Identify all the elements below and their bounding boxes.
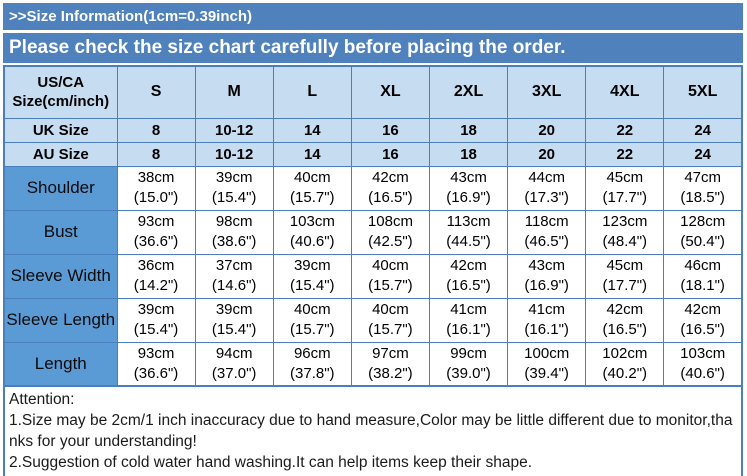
value-cm: 40cm [372,257,409,274]
measurement-value-cell [508,298,586,342]
value-cm: 100cm [524,344,570,362]
value-inch: (38.2") [368,364,413,382]
value-inch: (15.0") [133,189,179,206]
au-size-row-value: 10-12 [195,142,273,166]
measurement-value-cell [508,166,586,210]
size-column-header: M [195,66,273,118]
measurement-value-cell [351,254,429,298]
uk-size-row-value: 18 [430,118,508,142]
corner-header-line1: US/CA [37,74,85,92]
measurement-row-label: Bust [4,210,117,254]
value-cm: 38cm [137,169,175,186]
value-inch: (48.4") [602,233,648,250]
measurement-value-cell [195,342,273,386]
measurement-value-cell [508,254,586,298]
au-size-row-label: AU Size [4,142,117,166]
au-size-row-value: 16 [351,142,429,166]
value-cm: 39cm [215,169,253,186]
value-cm: 113cm [446,213,491,230]
uk-size-row-value: 20 [508,118,586,142]
size-column-header: S [117,66,195,118]
uk-size-row-value: 8 [117,118,195,142]
measurement-value-cell [273,210,351,254]
value-inch: (40.6") [680,364,725,382]
measurement-value-cell [351,166,429,210]
notice-bar: Please check the size chart carefully before placing the order. [3,33,743,63]
value-cm: 40cm [293,301,331,318]
value-inch: (15.4") [290,277,335,294]
value-inch: (16.1") [446,321,491,338]
value-cm: 103cm [680,344,726,362]
measurement-value-cell [430,166,508,210]
value-inch: (15.7") [290,189,335,206]
size-column-header: L [273,66,351,118]
value-cm: 96cm [293,344,331,362]
value-cm: 42cm [450,257,487,274]
measurement-value-cell [430,342,508,386]
uk-size-row-value: 10-12 [195,118,273,142]
size-column-header: 2XL [430,66,508,118]
measurement-row [4,342,742,386]
value-inch: (17.7") [602,277,648,294]
measurement-value-cell [430,254,508,298]
value-cm: 103cm [289,213,335,230]
measurement-value-cell [664,210,742,254]
measurement-row [4,210,742,254]
measurement-value-cell [351,342,429,386]
measurement-value-cell [586,342,664,386]
measurement-value-cell [586,210,664,254]
au-size-row-value: 24 [664,142,742,166]
au-size-row-value: 18 [430,142,508,166]
au-size-row-value: 22 [586,142,664,166]
value-inch: (16.5") [680,321,725,338]
value-cm: 42cm [684,301,722,318]
measurement-value-cell [117,210,195,254]
measurement-value-cell [273,298,351,342]
measurement-value-cell [195,210,273,254]
measurement-value-cell [117,254,195,298]
value-cm: 46cm [684,257,722,274]
value-inch: (17.7") [602,189,648,206]
au-size-row-value: 20 [508,142,586,166]
au-size-row-value: 8 [117,142,195,166]
measurement-value-cell [664,342,742,386]
value-cm: 45cm [606,169,644,186]
au-size-row [4,142,742,166]
value-cm: 41cm [528,301,566,318]
value-inch: (18.5") [680,189,725,206]
value-cm: 40cm [293,169,331,186]
value-cm: 93cm [137,213,175,230]
measurement-row [4,254,742,298]
value-inch: (15.7") [368,321,413,338]
value-cm: 40cm [372,301,409,318]
measurement-value-cell [508,210,586,254]
measurement-row-label: Length [4,342,117,386]
size-column-header: 5XL [664,66,742,118]
value-inch: (15.4") [211,321,257,338]
value-inch: (40.2") [602,364,648,382]
uk-size-row-value: 14 [273,118,351,142]
size-header-row [4,66,742,118]
value-inch: (14.2") [133,277,179,294]
measurement-value-cell [586,166,664,210]
value-inch: (38.6") [211,233,257,250]
measurement-value-cell [351,298,429,342]
value-inch: (15.7") [290,321,335,338]
measurement-value-cell [508,342,586,386]
value-inch: (37.8") [290,364,335,382]
value-inch: (14.6") [211,277,257,294]
measurement-value-cell [195,254,273,298]
value-cm: 43cm [528,257,566,274]
measurement-value-cell [195,166,273,210]
measurement-value-cell [117,166,195,210]
value-inch: (18.1") [680,277,725,294]
value-inch: (46.5") [524,233,569,250]
value-inch: (39.0") [446,364,491,382]
uk-size-row-value: 24 [664,118,742,142]
measurement-row [4,166,742,210]
value-inch: (40.6") [290,233,335,250]
uk-size-row-value: 22 [586,118,664,142]
value-inch: (16.1") [524,321,569,338]
value-cm: 123cm [602,213,648,230]
value-cm: 94cm [215,344,253,362]
value-cm: 44cm [528,169,566,186]
value-cm: 36cm [137,257,175,274]
measurement-value-cell [351,210,429,254]
value-cm: 128cm [680,213,726,230]
value-cm: 118cm [524,213,569,230]
measurement-value-cell [117,298,195,342]
measurement-value-cell [117,342,195,386]
value-inch: (15.4") [133,321,179,338]
value-inch: (15.4") [211,189,257,206]
value-cm: 93cm [137,344,175,362]
value-inch: (17.3") [524,189,569,206]
measurement-value-cell [430,210,508,254]
value-cm: 99cm [450,344,487,362]
uk-size-row-label: UK Size [4,118,117,142]
value-cm: 98cm [215,213,253,230]
size-column-header: 4XL [586,66,664,118]
measurement-value-cell [273,342,351,386]
au-size-row-value: 14 [273,142,351,166]
size-chart-table-body [4,66,742,386]
uk-size-row [4,118,742,142]
uk-size-row-value: 16 [351,118,429,142]
value-cm: 39cm [215,301,253,318]
measurement-value-cell [195,298,273,342]
value-cm: 42cm [372,169,409,186]
value-inch: (16.9") [446,189,491,206]
attention-section [3,387,743,476]
value-inch: (44.5") [446,233,491,250]
corner-header-cell [4,66,117,118]
size-column-header: 3XL [508,66,586,118]
size-chart-table [3,65,743,387]
attention-note-2: 2.Suggestion of cold water hand washing.It can help items keep their shape. [9,454,533,471]
attention-title: Attention: [9,391,75,408]
value-inch: (50.4") [680,233,725,250]
value-inch: (42.5") [368,233,413,250]
value-cm: 108cm [367,213,413,230]
measurement-value-cell [664,166,742,210]
value-inch: (16.5") [602,321,648,338]
measurement-row-label: Sleeve Length [4,298,117,342]
value-inch: (37.0") [211,364,257,382]
size-information-bar: >>Size Information(1cm=0.39inch) [3,3,743,30]
measurement-row [4,298,742,342]
value-inch: (16.5") [368,189,413,206]
corner-header-line2: Size(cm/inch) [12,93,110,111]
size-column-header: XL [351,66,429,118]
measurement-value-cell [586,254,664,298]
measurement-row-label: Shoulder [4,166,117,210]
measurement-value-cell [664,298,742,342]
value-inch: (36.6") [133,364,179,382]
value-inch: (16.5") [446,277,491,294]
value-cm: 45cm [606,257,644,274]
value-inch: (16.9") [524,277,569,294]
value-inch: (15.7") [368,277,413,294]
value-cm: 47cm [684,169,722,186]
value-cm: 37cm [215,257,253,274]
value-inch: (39.4") [524,364,569,382]
value-cm: 102cm [602,344,648,362]
measurement-value-cell [273,254,351,298]
attention-note-1: 1.Size may be 2cm/1 inch inaccuracy due to hand measure,Color may be little different due to monitor,thanks for your understanding! [9,412,733,450]
measurement-value-cell [664,254,742,298]
measurement-value-cell [430,298,508,342]
value-cm: 41cm [450,301,487,318]
measurement-value-cell [273,166,351,210]
value-cm: 43cm [450,169,487,186]
value-cm: 39cm [293,257,331,274]
measurement-row-label: Sleeve Width [4,254,117,298]
measurement-value-cell [586,298,664,342]
value-cm: 42cm [606,301,644,318]
value-cm: 39cm [137,301,175,318]
value-cm: 97cm [372,344,409,362]
value-inch: (36.6") [133,233,179,250]
